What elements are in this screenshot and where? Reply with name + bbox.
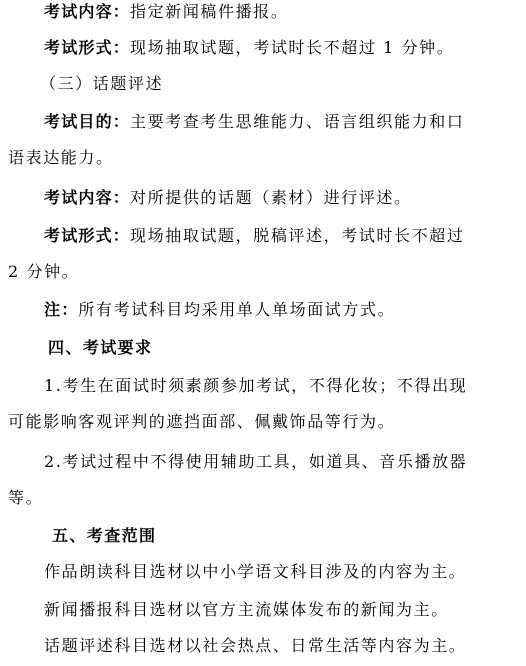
note-text: 所有考试科目均采用单人单场面试方式。: [78, 300, 396, 319]
section3-content-label: 考试内容：: [44, 188, 131, 207]
scope-line-3: 话题评述科目选材以社会热点、日常生活等内容为主。: [44, 636, 467, 655]
requirement-1-line-2: 可能影响客观评判的遮挡面部、佩戴饰品等行为。: [8, 412, 396, 431]
exam-form-label: 考试形式：: [44, 38, 131, 57]
section3-form-text: 现场抽取试题，脱稿评述，考试时长不超过: [130, 226, 465, 245]
section3-purpose-line: [0, 110, 526, 134]
requirement-2-line-2: 等。: [8, 488, 44, 507]
section3-purpose-continuation: 语表达能力。: [8, 148, 114, 167]
section3-form-continuation: 2 分钟。: [8, 262, 80, 281]
requirement-1-line-1: 1.考生在面试时须素颜参加考试，不得化妆；不得出现: [44, 376, 468, 395]
note-line: [0, 298, 526, 322]
note-label: 注：: [44, 300, 79, 319]
section5-heading: 五、考查范围: [52, 526, 157, 545]
exam-content-label: 考试内容：: [44, 2, 131, 21]
exam-content-line: [0, 0, 526, 24]
section4-heading: 四、考试要求: [48, 338, 153, 357]
exam-form-text: 现场抽取试题，考试时长不超过 1 分钟。: [130, 38, 455, 57]
requirement-2-line-1: 2.考试过程中不得使用辅助工具，如道具、音乐播放器: [44, 452, 468, 471]
section3-form-line: [0, 224, 526, 248]
section3-purpose-text: 主要考查考生思维能力、语言组织能力和口: [130, 112, 465, 131]
section3-content-line: [0, 186, 526, 210]
section3-form-label: 考试形式：: [44, 226, 131, 245]
section3-purpose-label: 考试目的：: [44, 112, 131, 131]
section3-content-text: 对所提供的话题（素材）进行评述。: [130, 188, 412, 207]
exam-form-line: [0, 36, 526, 60]
scope-line-1: 作品朗读科目选材以中小学语文科目涉及的内容为主。: [44, 562, 467, 581]
exam-content-text: 指定新闻稿件播报。: [130, 2, 289, 21]
scope-line-2: 新闻播报科目选材以官方主流媒体发布的新闻为主。: [44, 600, 449, 619]
section3-heading: （三）话题评述: [40, 74, 164, 93]
